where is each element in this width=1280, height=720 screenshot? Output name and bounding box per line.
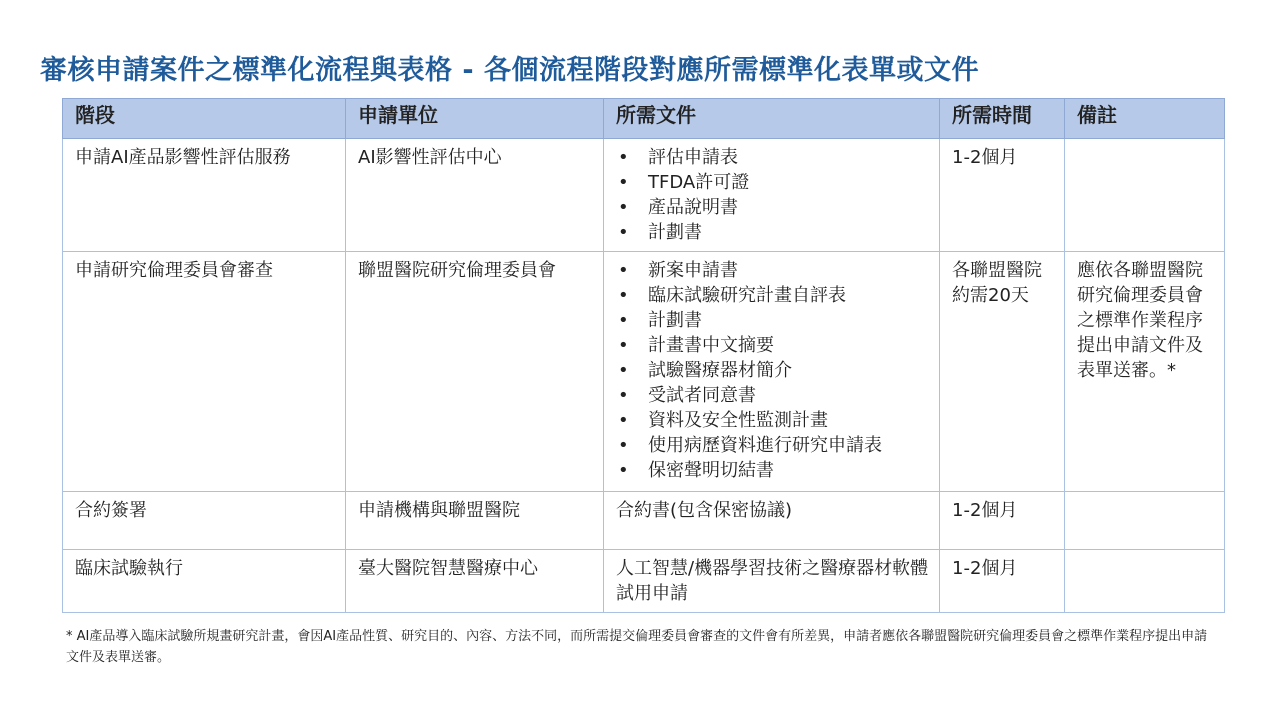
- documents-cell: [604, 139, 940, 252]
- list-item: • 計劃書: [616, 308, 929, 333]
- documents-cell: 人工智慧/機器學習技術之醫療器材軟體試用申請: [604, 550, 940, 613]
- time-cell: 1-2個月: [940, 550, 1065, 613]
- page-title: 審核申請案件之標準化流程與表格 - 各個流程階段對應所需標準化表單或文件: [40, 55, 980, 86]
- header-stage: 階段: [63, 99, 346, 139]
- list-item: • 受試者同意書: [616, 383, 929, 408]
- stage-cell: 臨床試驗執行: [63, 550, 346, 613]
- unit-cell: AI影響性評估中心: [346, 139, 604, 252]
- documents-cell: 合約書(包含保密協議): [604, 492, 940, 550]
- footnote: * AI產品導入臨床試驗所規畫研究計畫，會因AI產品性質、研究目的、內容、方法不同，而所需提交倫理委員會審查的文件會有所差異，申請者應依各聯盟醫院研究倫理委員會之標準作業程序提出申請文件及表單送審。: [66, 629, 1208, 665]
- stage-cell: 申請AI產品影響性評估服務: [63, 139, 346, 252]
- list-item: • 評估申請表: [616, 145, 929, 170]
- note-cell: [1065, 550, 1225, 613]
- list-item: • 使用病歷資料進行研究申請表: [616, 433, 929, 458]
- documents-cell: [604, 252, 940, 492]
- table-row: [63, 492, 1225, 550]
- list-item: • 試驗醫療器材簡介: [616, 358, 929, 383]
- header-time: 所需時間: [940, 99, 1065, 139]
- note-cell: [1065, 492, 1225, 550]
- stage-cell: 申請研究倫理委員會審查: [63, 252, 346, 492]
- stage-cell: 合約簽署: [63, 492, 346, 550]
- time-cell: 1-2個月: [940, 139, 1065, 252]
- unit-cell: 聯盟醫院研究倫理委員會: [346, 252, 604, 492]
- table-row: [63, 139, 1225, 252]
- unit-cell: 臺大醫院智慧醫療中心: [346, 550, 604, 613]
- note-cell: 應依各聯盟醫院研究倫理委員會之標準作業程序提出申請文件及表單送審。*: [1065, 252, 1225, 492]
- document-list: [616, 258, 929, 483]
- process-table: [62, 98, 1225, 613]
- time-cell: 各聯盟醫院約需20天: [940, 252, 1065, 492]
- note-cell: [1065, 139, 1225, 252]
- header-note: 備註: [1065, 99, 1225, 139]
- list-item: • TFDA許可證: [616, 170, 929, 195]
- table-row: [63, 550, 1225, 613]
- header-documents: 所需文件: [604, 99, 940, 139]
- document-list: [616, 145, 929, 245]
- header-unit: 申請單位: [346, 99, 604, 139]
- time-cell: 1-2個月: [940, 492, 1065, 550]
- list-item: • 計畫書中文摘要: [616, 333, 929, 358]
- list-item: • 資料及安全性監測計畫: [616, 408, 929, 433]
- unit-cell: 申請機構與聯盟醫院: [346, 492, 604, 550]
- table-row: [63, 252, 1225, 492]
- list-item: • 保密聲明切結書: [616, 458, 929, 483]
- list-item: • 產品說明書: [616, 195, 929, 220]
- list-item: • 臨床試驗研究計畫自評表: [616, 283, 929, 308]
- list-item: • 計劃書: [616, 220, 929, 245]
- list-item: • 新案申請書: [616, 258, 929, 283]
- table-header-row: [63, 99, 1225, 139]
